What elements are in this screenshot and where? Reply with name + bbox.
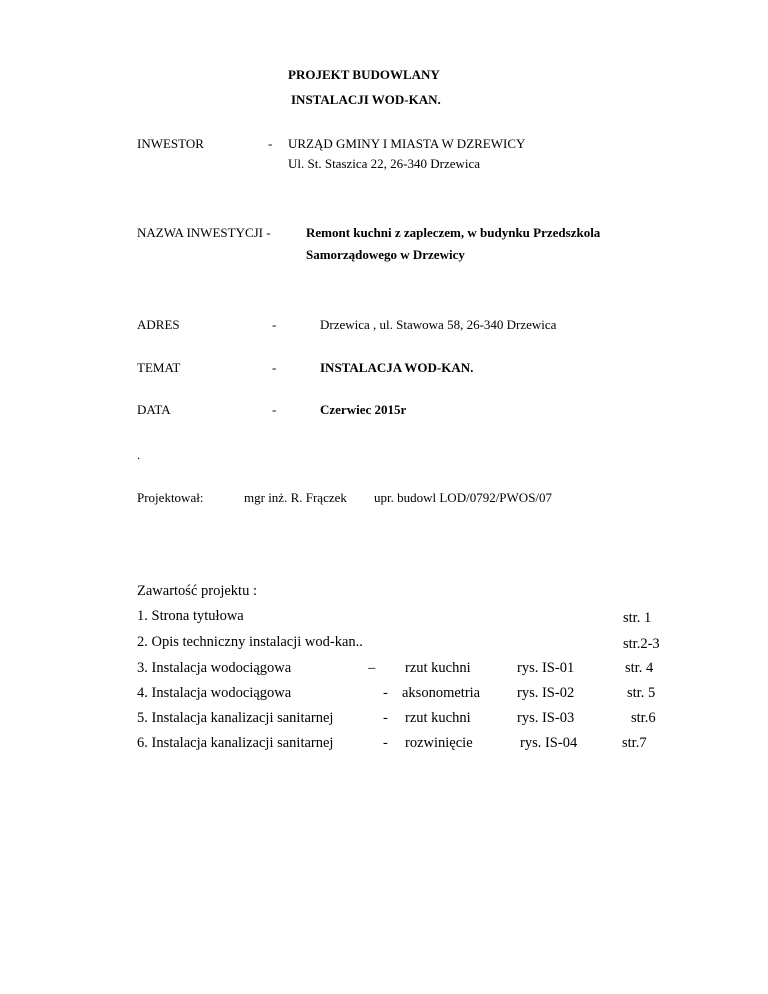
contents-item-separator: - [383, 735, 388, 751]
contents-item-separator: – [368, 660, 376, 676]
contents-item-title: 6. Instalacja kanalizacji sanitarnej [137, 735, 334, 751]
investor-dash: - [268, 136, 273, 151]
address-dash: - [272, 317, 277, 332]
contents-item-page: str. 1 [623, 610, 652, 626]
contents-item-title: 3. Instalacja wodociągowa [137, 660, 292, 676]
contents-item-drawing: rys. IS-01 [517, 660, 575, 676]
designer-license: upr. budowl LOD/0792/PWOS/07 [374, 490, 553, 505]
contents-item-title: 5. Instalacja kanalizacji sanitarnej [137, 710, 334, 726]
date-dash: - [272, 402, 277, 417]
contents-item-drawing: rys. IS-03 [517, 710, 575, 726]
investor-name: URZĄD GMINY I MIASTA W DZREWICY [288, 136, 526, 151]
contents-item-drawing: rys. IS-04 [520, 735, 578, 751]
contents-item-drawing: rys. IS-02 [517, 685, 575, 701]
investor-label: INWESTOR [137, 136, 204, 151]
contents-item-separator: - [383, 685, 388, 701]
contents-item-page: str.7 [622, 735, 647, 751]
contents-heading: Zawartość projektu : [137, 583, 257, 599]
contents-item-title: 2. Opis techniczny instalacji wod-kan.. [137, 634, 363, 650]
investment-name-line-1: Remont kuchni z zapleczem, w budynku Przedszkola [306, 225, 601, 240]
contents-item-view: rzut kuchni [405, 660, 471, 676]
topic-value: INSTALACJA WOD-KAN. [320, 360, 474, 375]
contents-item-view: rzut kuchni [405, 710, 471, 726]
contents-item-page: str. 5 [627, 685, 656, 701]
contents-item-page: str.6 [631, 710, 656, 726]
date-label: DATA [137, 402, 171, 417]
investment-label: NAZWA INWESTYCJI - [137, 225, 271, 240]
address-value: Drzewica , ul. Stawowa 58, 26-340 Drzewica [320, 317, 557, 332]
stray-dot: . [137, 447, 141, 462]
title-line-1: PROJEKT BUDOWLANY [288, 67, 440, 82]
address-label: ADRES [137, 317, 180, 332]
topic-label: TEMAT [137, 360, 181, 375]
contents-item-view: aksonometria [402, 685, 481, 701]
contents-item-page: str.2-3 [623, 636, 660, 652]
date-value: Czerwiec 2015r [320, 402, 407, 417]
contents-item-title: 4. Instalacja wodociągowa [137, 685, 292, 701]
topic-dash: - [272, 360, 277, 375]
investment-name-line-2: Samorządowego w Drzewicy [306, 247, 465, 262]
designer-label: Projektował: [137, 490, 204, 505]
contents-item-page: str. 4 [625, 660, 654, 676]
title-line-2: INSTALACJI WOD-KAN. [291, 92, 441, 107]
contents-item-title: 1. Strona tytułowa [137, 608, 244, 624]
designer-name: mgr inż. R. Frączek [244, 490, 347, 505]
contents-item-view: rozwinięcie [405, 735, 473, 751]
contents-item-separator: - [383, 710, 388, 726]
investor-address: Ul. St. Staszica 22, 26-340 Drzewica [288, 156, 481, 171]
